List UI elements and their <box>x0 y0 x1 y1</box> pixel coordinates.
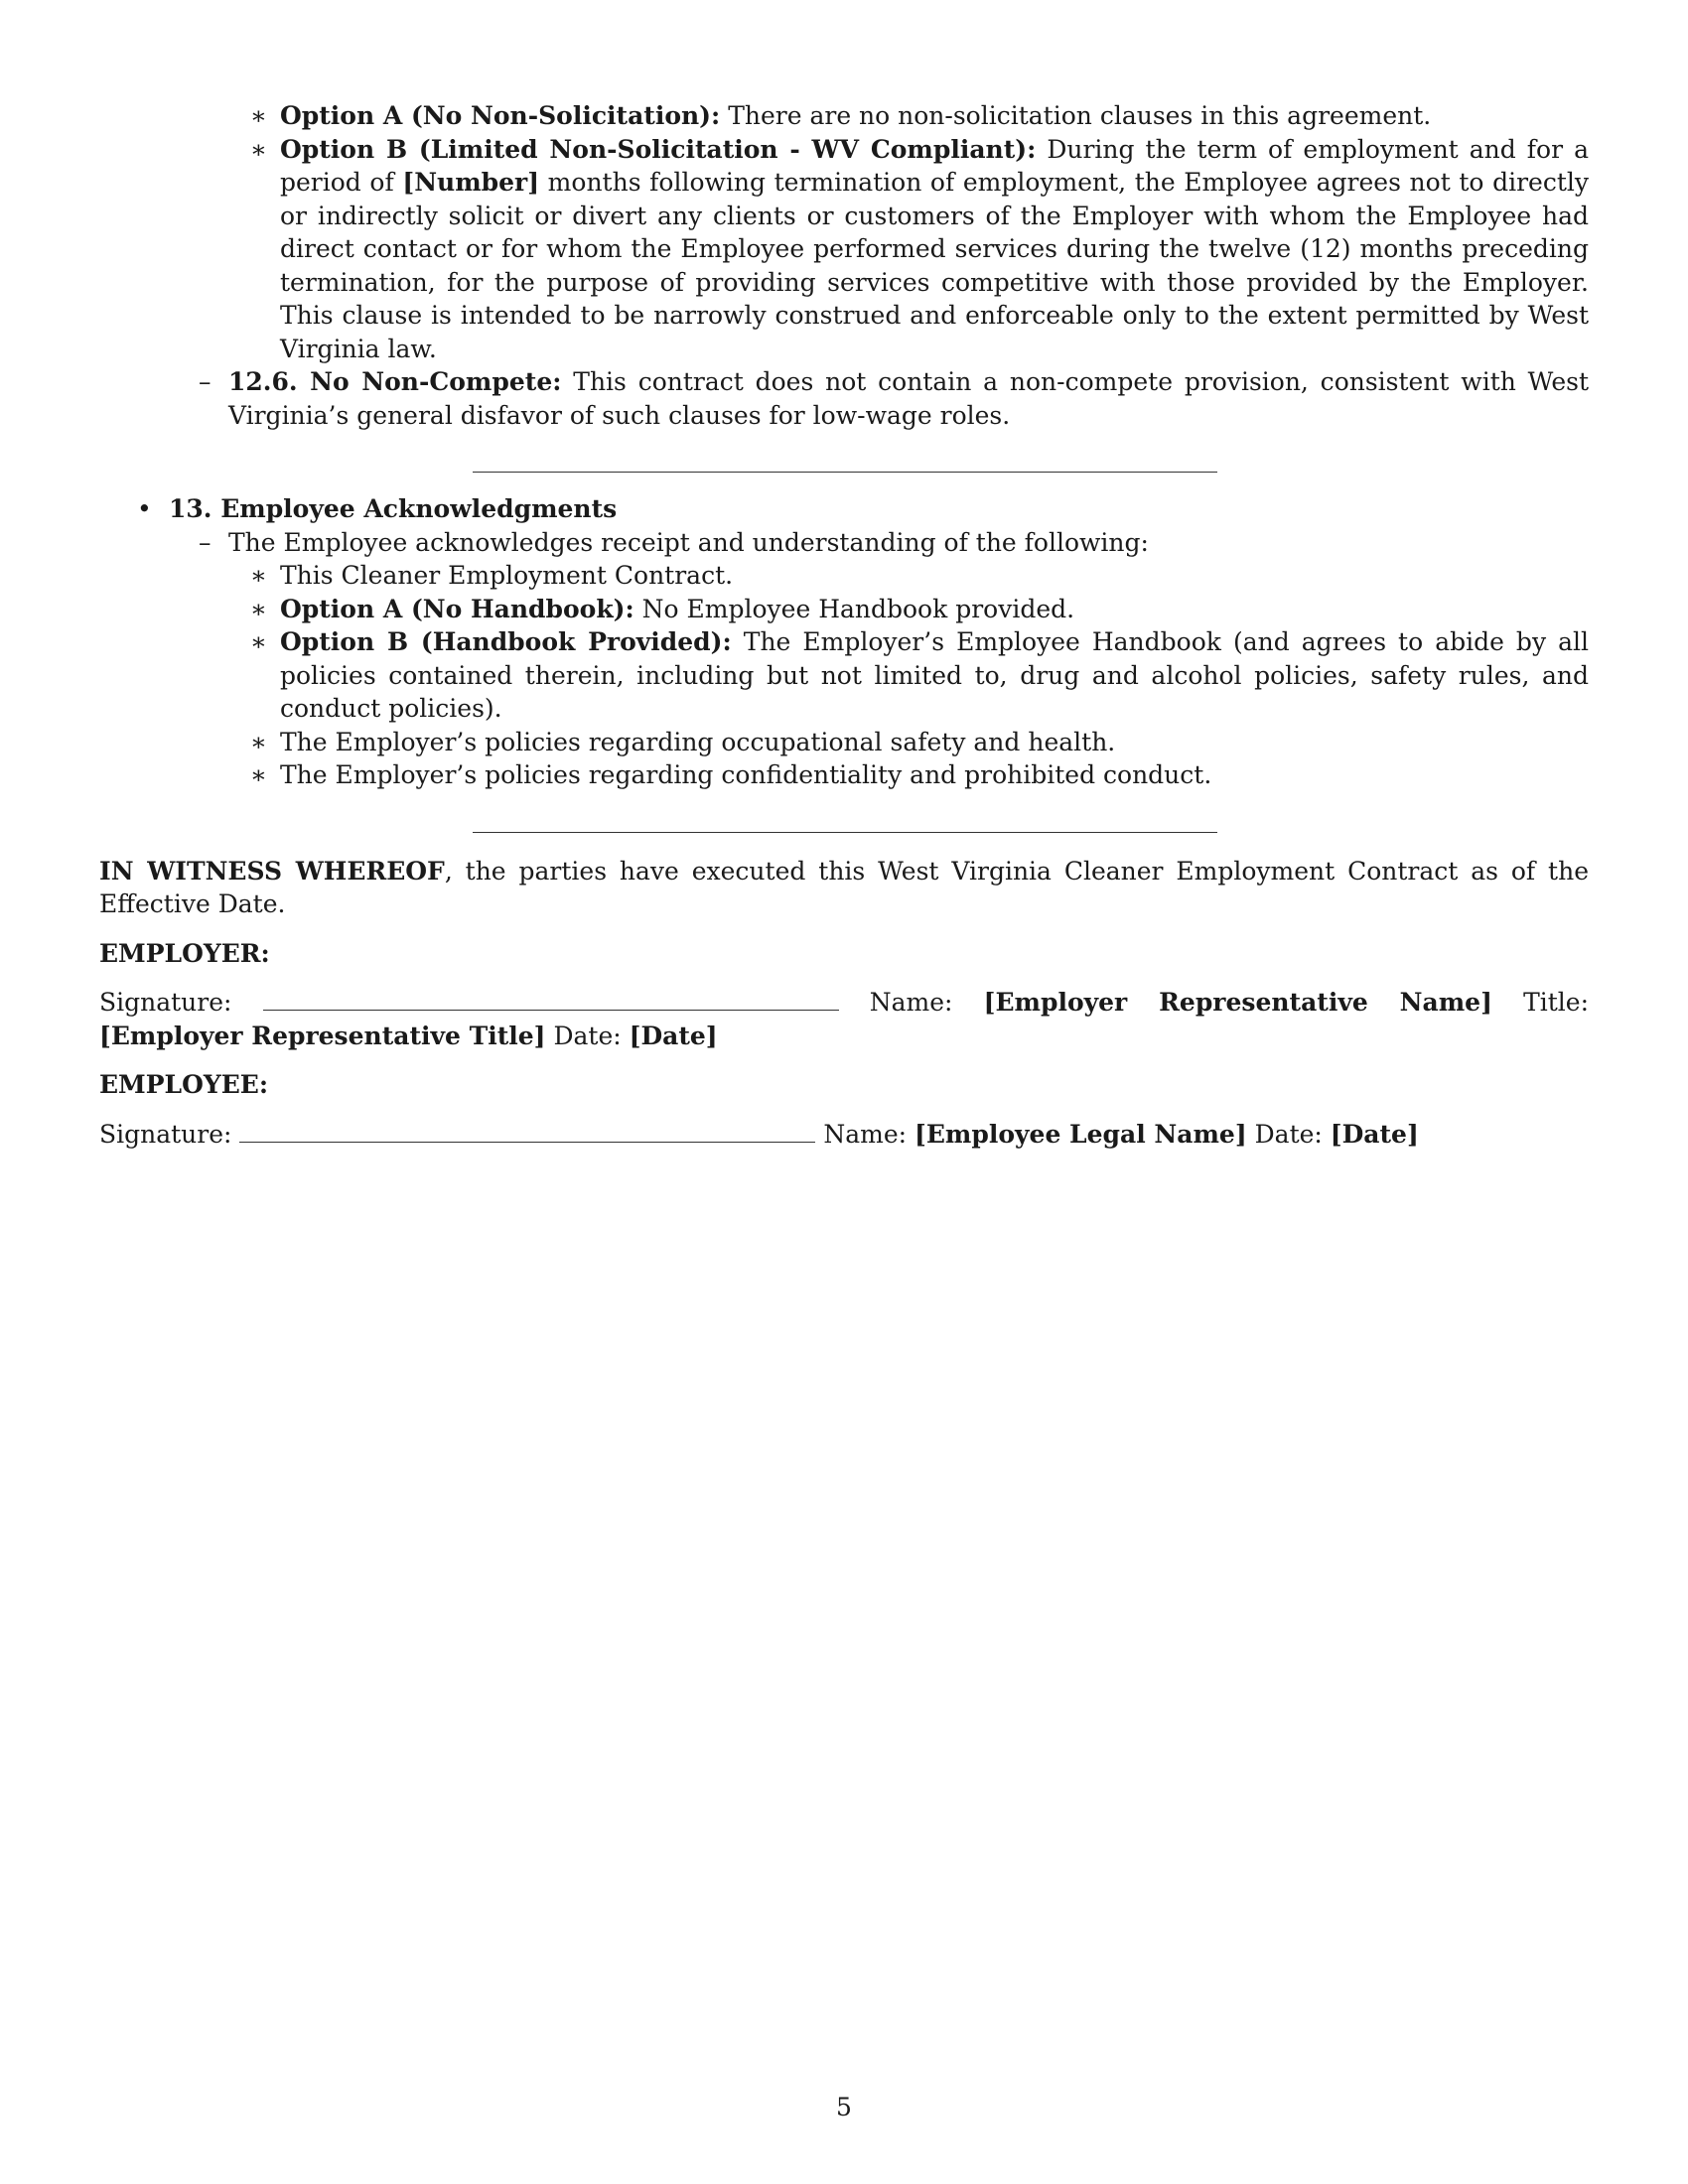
star-marker: ∗ <box>250 561 267 590</box>
list-item: ∗ The Employer’s policies regarding confidentiality and prohibited conduct. <box>99 758 1589 792</box>
employee-signature-line[interactable] <box>239 1120 815 1143</box>
star-marker: ∗ <box>250 627 267 656</box>
list-item <box>99 133 1589 366</box>
employer-title-value: [Employer Representative Title] <box>99 1021 546 1050</box>
employer-heading: EMPLOYER: <box>99 938 270 968</box>
list-item <box>99 526 1589 560</box>
star-marker: ∗ <box>250 101 267 130</box>
employee-signature-block: Signature: Name: [Employee Legal Name] Date: [Date] <box>99 1119 1419 1149</box>
list-item <box>99 99 1589 133</box>
employee-name-value: [Employee Legal Name] <box>914 1119 1247 1149</box>
placeholder: [Number] <box>402 168 540 197</box>
section-heading: • 13. Employee Acknowledgments <box>99 492 1589 526</box>
bullet-marker: • <box>137 494 152 523</box>
employer-signature-line[interactable] <box>263 988 839 1011</box>
list-item: ∗ Option A (No Handbook): No Employee Handbook provided. <box>99 593 1589 626</box>
employee-date-value: [Date] <box>1330 1119 1419 1149</box>
employer-signature-block: Signature: Name: [Employer Representative Name] Title: [Employer Representative Title] Date: [Date] <box>99 988 1589 1050</box>
list-item: ∗ The Employer’s policies regarding occupational safety and health. <box>99 726 1589 759</box>
star-marker: ∗ <box>250 134 267 164</box>
witness-paragraph: IN WITNESS WHEREOF, the parties have executed this West Virginia Cleaner Employment Contract as of the Effective Date. <box>99 856 1589 918</box>
star-marker: ∗ <box>250 594 267 623</box>
clause-label: 12.6. No Non-Compete: <box>228 367 562 396</box>
list-item <box>99 365 1589 432</box>
option-label: Option A (No Handbook): <box>280 594 634 623</box>
document-page <box>99 99 1589 1151</box>
option-text: months following termination of employment, the Employee agrees not to directly or indirectly solicit or divert any clients or customers of the Employer with whom the Employee had direct contact or for whom the Employee performed services during the twelve (12) months preceding termination, for the purpose of providing services competitive with those provided by the Employer. This clause is intended to be narrowly construed and enforceable only to the extent permitted by West Virginia law. <box>280 168 1590 363</box>
dash-marker: – <box>199 527 211 557</box>
divider <box>473 832 1217 833</box>
intro-text: The Employee acknowledges receipt and understanding of the following: <box>228 527 1149 557</box>
employee-heading: EMPLOYEE: <box>99 1070 269 1099</box>
option-label: Option A (No Non-Solicitation): <box>280 101 721 130</box>
list-item: ∗ This Cleaner Employment Contract. <box>99 559 1589 593</box>
divider <box>473 472 1217 473</box>
employer-name-value: [Employer Representative Name] <box>983 988 1492 1017</box>
option-label: Option B (Limited Non-Solicitation - WV Compliant): <box>280 134 1037 164</box>
option-label: Option B (Handbook Provided): <box>280 627 732 656</box>
option-text: There are no non-solicitation clauses in this agreement. <box>720 101 1432 130</box>
list-item: ∗ Option B (Handbook Provided): The Employer’s Employee Handbook (and agrees to abide by all policies contained therein, including but not limited to, drug and alcohol policies, safety rules, and conduct policies). <box>250 627 1589 723</box>
option-text: During the term of employment and for a period of <box>280 134 1589 197</box>
page-number: 5 <box>836 2093 852 2121</box>
star-marker: ∗ <box>250 727 267 756</box>
dash-marker: – <box>199 367 211 396</box>
employer-date-value: [Date] <box>629 1021 718 1050</box>
star-marker: ∗ <box>250 760 267 789</box>
clause-text: This contract does not contain a non-compete provision, consistent with West Virginia’s general disfavor of such clauses for low-wage roles. <box>228 367 1589 430</box>
